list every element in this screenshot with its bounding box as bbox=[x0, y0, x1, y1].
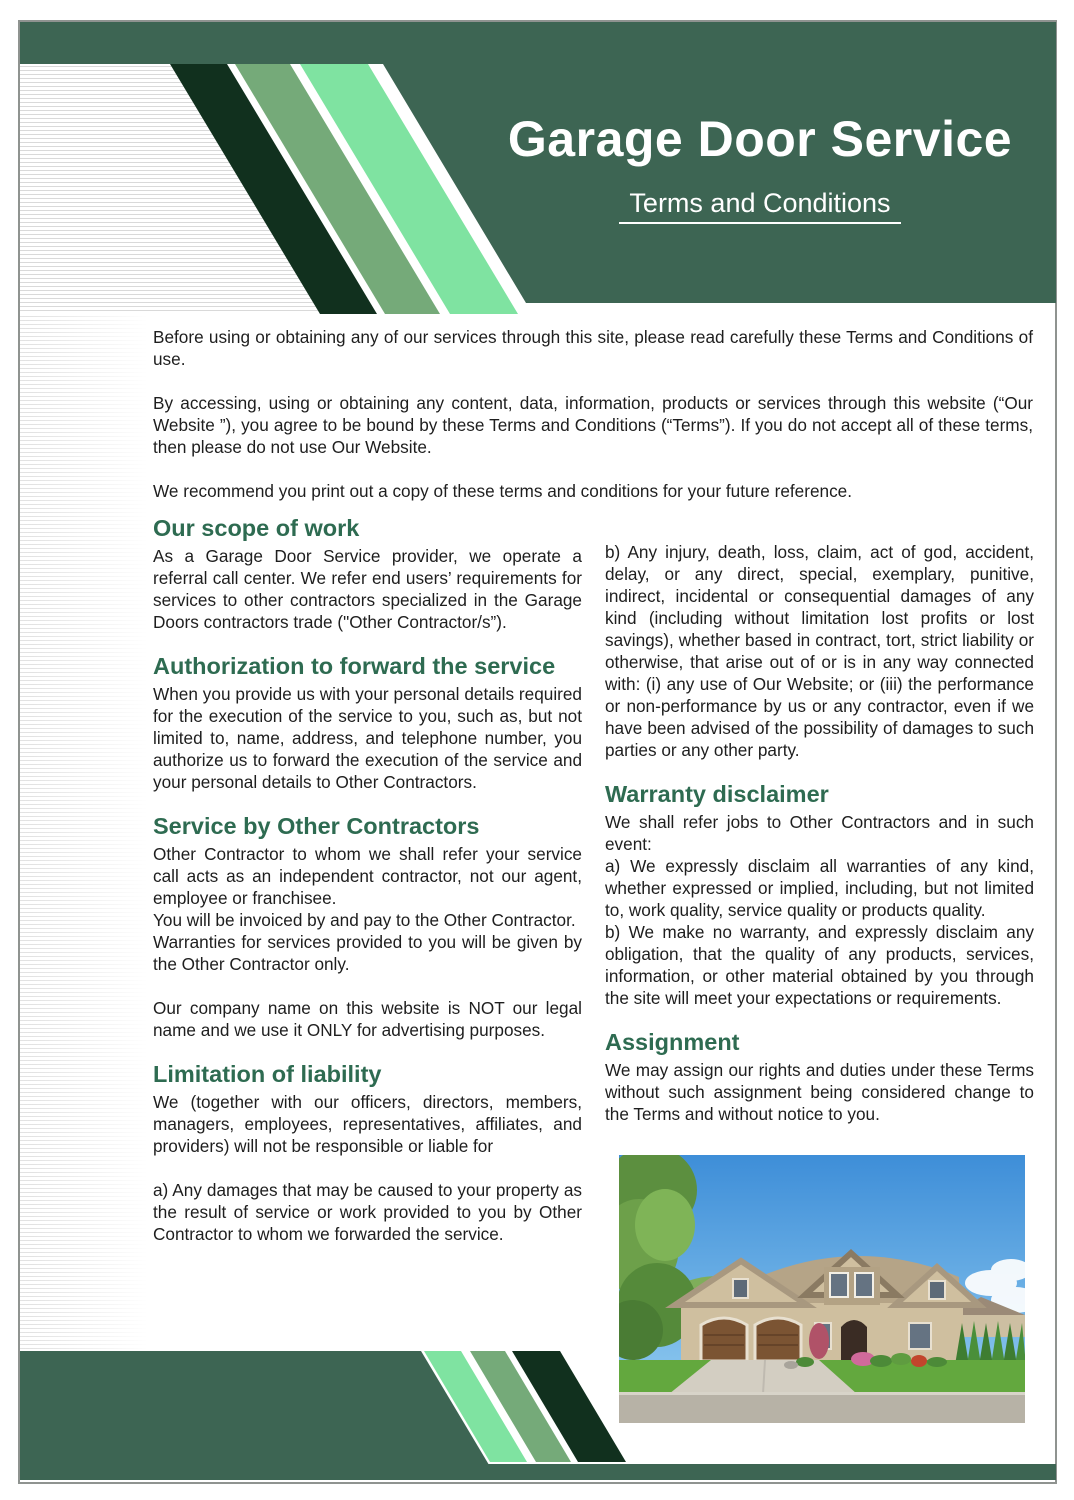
page-subtitle: Terms and Conditions bbox=[619, 188, 900, 224]
section-limitation-of-liability bbox=[153, 1061, 582, 1245]
section-warranty-disclaimer bbox=[605, 781, 1034, 1009]
section-our-scope-of-work bbox=[153, 515, 582, 633]
section-assignment bbox=[605, 1029, 1034, 1125]
section-paragraph: Our company name on this website is NOT our legal name and we use it ONLY for advertising purposes. bbox=[153, 998, 582, 1040]
intro-paragraph: Before using or obtaining any of our services through this site, please read carefully these Terms and Conditions of use. bbox=[153, 327, 1033, 369]
intro-paragraph: We recommend you print out a copy of these terms and conditions for your future reference. bbox=[153, 481, 852, 501]
section-paragraph: b) We make no warranty, and expressly disclaim any obligation, that the quality of any products, services, information, or other material obtained by you through the site will meet your expectations or requirements. bbox=[605, 922, 1034, 1008]
section-heading: Limitation of liability bbox=[153, 1061, 382, 1087]
page-subtitle-wrap bbox=[430, 188, 1074, 219]
section-heading: Our scope of work bbox=[153, 515, 360, 541]
section-paragraph: As a Garage Door Service provider, we operate a referral call center. We refer end users’ requirements for services to other contractors specialized in the Garage Doors contractors trade ("Other Contractor/s”). bbox=[153, 546, 582, 632]
section-paragraph: We may assign our rights and duties under these Terms without such assignment being considered change to the Terms and without notice to you. bbox=[605, 1060, 1034, 1124]
section-liability-continued bbox=[605, 515, 1034, 761]
section-paragraph: You will be invoiced by and pay to the Other Contractor. bbox=[153, 910, 576, 930]
section-heading: Warranty disclaimer bbox=[605, 781, 829, 807]
section-paragraph: a) We expressly disclaim all warranties of any kind, whether expressed or implied, including, but not limited to, work quality, service quality or products quality. bbox=[605, 856, 1034, 920]
section-paragraph: Other Contractor to whom we shall refer your service call acts as an independent contractor, not our agent, employee or franchisee. bbox=[153, 844, 582, 908]
left-column bbox=[153, 515, 582, 1245]
section-paragraph: When you provide us with your personal details required for the execution of the service to you, such as, but not limited to, name, address, and telephone number, you authorize us to forward the execution of the service and your personal details to Other Contractors. bbox=[153, 684, 582, 792]
section-service-by-other-contractors bbox=[153, 813, 582, 1041]
footer-bottom-bar bbox=[20, 1464, 1056, 1480]
header-title-block bbox=[430, 112, 1074, 219]
intro-paragraph: By accessing, using or obtaining any content, data, information, products or services through this website (“Our Website ”), you agree to be bound by these Terms and Conditions (“Terms”). If you do not accept all of these terms, then please do not use Our Website. bbox=[153, 393, 1033, 457]
section-paragraph: b) Any injury, death, loss, claim, act of god, accident, delay, or any direct, special, exemplary, punitive, indirect, incidental or consequential damages of any kind (including without limitation lost profits or lost savings), whether based in contract, tort, strict liability or otherwise, that arise out of or is in any way connected with: (i) any use of Our Website; or (iii) the performance or non-performance by us or any contractor, even if we have been advised of the possibility of damages to such parties or any other party. bbox=[605, 542, 1034, 760]
footer-green-band bbox=[20, 1351, 498, 1480]
footer-diagonal-stripes bbox=[20, 1345, 1056, 1482]
section-heading: Assignment bbox=[605, 1029, 740, 1055]
section-paragraph: a) Any damages that may be caused to your property as the result of service or work provided to you by Other Contractor to whom we forwarded the service. bbox=[153, 1180, 582, 1244]
section-heading: Service by Other Contractors bbox=[153, 813, 480, 839]
section-paragraph: We shall refer jobs to Other Contractors and in such event: bbox=[605, 812, 1034, 854]
left-pinstripe-texture bbox=[20, 316, 152, 1351]
section-paragraph: Warranties for services provided to you will be given by the Other Contractor only. bbox=[153, 932, 582, 974]
right-column bbox=[605, 515, 1034, 1423]
section-paragraph: We (together with our officers, directors, members, managers, employees, representatives, affiliates, and providers) will not be responsible or liable for bbox=[153, 1092, 582, 1156]
intro-paragraphs bbox=[153, 326, 1033, 524]
page-title: Garage Door Service bbox=[507, 111, 1013, 167]
section-authorization bbox=[153, 653, 582, 793]
section-heading: Authorization to forward the service bbox=[153, 653, 556, 679]
